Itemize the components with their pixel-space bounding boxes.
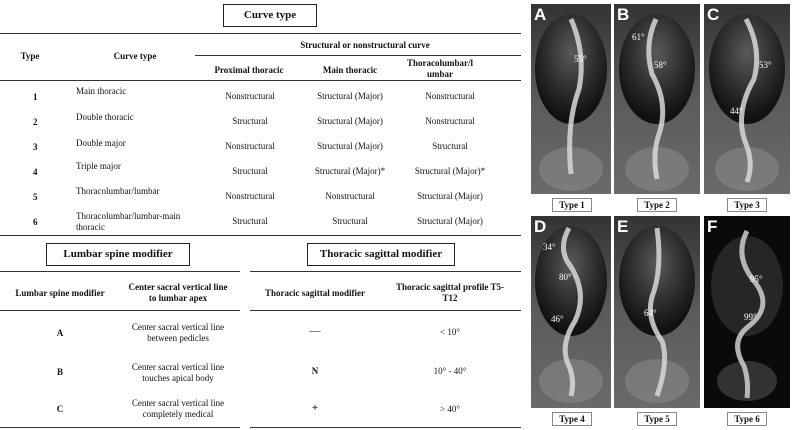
- lumbar-header-rule: [0, 310, 240, 311]
- sagittal-modifier-title: Thoracic sagittal modifier: [307, 243, 455, 266]
- row-curve: Triple major: [76, 161, 121, 171]
- lumbar-mod-a: A: [56, 328, 64, 338]
- row-main: Structural (Major)*: [314, 166, 386, 176]
- curve-angle: 44°: [730, 106, 743, 116]
- sagittal-bottom-rule: [250, 427, 521, 428]
- curve-table-header-rule: [0, 80, 521, 81]
- type-label: Type 4: [552, 412, 592, 426]
- row-tl: Nonstructural: [425, 91, 475, 101]
- lumbar-mod-c: C: [56, 404, 64, 414]
- curve-angle: 61°: [632, 32, 645, 42]
- curve-table-subgroup-rule: [195, 55, 521, 56]
- curve-angle: 64°: [644, 308, 657, 318]
- type-label: Type 6: [727, 412, 767, 426]
- panel-letter: C: [707, 5, 720, 24]
- radiograph-e: [614, 216, 700, 408]
- row-curve: Double thoracic: [76, 112, 134, 122]
- row-type: 1: [33, 92, 38, 102]
- curve-angle: 99°: [744, 312, 757, 322]
- lumbar-top-rule: [0, 271, 240, 272]
- sagittal-profile-neg: < 10°: [440, 327, 460, 337]
- curve-angle: 58°: [654, 60, 667, 70]
- row-type: 3: [33, 142, 38, 152]
- header-type: Type: [20, 51, 40, 61]
- row-proximal: Structural: [232, 116, 268, 126]
- panel-letter: F: [707, 217, 718, 236]
- curve-angle: 55°: [574, 54, 587, 64]
- lumbar-mod-b: B: [56, 367, 63, 377]
- lumbar-header-csvl: Center sacral vertical line to lumbar apex: [128, 282, 228, 303]
- row-proximal: Structural: [232, 166, 268, 176]
- type-label: Type 2: [637, 198, 677, 212]
- radiograph-a: [531, 4, 611, 194]
- row-main: Structural (Major): [317, 116, 383, 126]
- row-main: Structural: [332, 216, 368, 226]
- row-type: 5: [33, 192, 38, 202]
- header-proximal-thoracic: Proximal thoracic: [214, 65, 284, 75]
- header-structural-group: Structural or nonstructural curve: [300, 40, 430, 50]
- row-curve: Double major: [76, 138, 126, 148]
- curve-angle: 34°: [543, 242, 556, 252]
- row-tl: Structural (Major): [417, 216, 483, 226]
- sagittal-mod-neg: —: [309, 325, 321, 337]
- row-type: 2: [33, 117, 38, 127]
- lumbar-modifier-title: Lumbar spine modifier: [46, 243, 190, 266]
- sagittal-header-profile: Thoracic sagittal profile T5-T12: [396, 282, 504, 303]
- row-main: Nonstructural: [325, 191, 375, 201]
- lumbar-header-modifier: Lumbar spine modifier: [15, 288, 105, 298]
- row-tl: Nonstructural: [425, 116, 475, 126]
- row-type: 6: [33, 217, 38, 227]
- row-proximal: Nonstructural: [225, 141, 275, 151]
- lumbar-desc-a: Center sacral vertical line between pedicles: [131, 322, 225, 343]
- sagittal-mod-n: N: [311, 366, 319, 376]
- header-main-thoracic: Main thoracic: [322, 65, 378, 75]
- sagittal-profile-n: 10° - 40°: [433, 366, 467, 376]
- curve-table-bottom-rule: [0, 235, 521, 236]
- row-curve: Thoracolumbar/lumbar: [76, 186, 160, 196]
- radiograph-c: [704, 4, 790, 194]
- panel-letter: A: [534, 5, 547, 24]
- radiograph-b: [614, 4, 700, 194]
- row-main: Structural (Major): [317, 141, 383, 151]
- sagittal-top-rule: [250, 271, 521, 272]
- row-tl: Structural: [432, 141, 468, 151]
- type-label: Type 1: [552, 198, 592, 212]
- curve-table-top-rule: [0, 33, 521, 34]
- panel-letter: B: [617, 5, 630, 24]
- lumbar-bottom-rule: [0, 427, 240, 428]
- radiograph-d: [531, 216, 611, 408]
- row-proximal: Nonstructural: [225, 191, 275, 201]
- panel-letter: D: [534, 217, 547, 236]
- type-label: Type 3: [727, 198, 767, 212]
- row-type: 4: [33, 167, 38, 177]
- sagittal-profile-plus: > 40°: [440, 404, 460, 414]
- row-main: Structural (Major): [317, 91, 383, 101]
- curve-type-title: Curve type: [223, 4, 317, 27]
- sagittal-header-rule: [250, 310, 521, 311]
- panel-letter: E: [617, 217, 629, 236]
- row-proximal: Nonstructural: [225, 91, 275, 101]
- curve-angle: 80°: [559, 272, 572, 282]
- row-tl: Structural (Major): [417, 191, 483, 201]
- row-tl: Structural (Major)*: [414, 166, 486, 176]
- curve-angle: 46°: [551, 314, 564, 324]
- type-label: Type 5: [637, 412, 677, 426]
- curve-angle: 53°: [759, 60, 772, 70]
- row-curve: Thoracolumbar/lumbar-main thoracic: [76, 211, 181, 232]
- curve-angle: 95°: [750, 274, 763, 284]
- sagittal-header-modifier: Thoracic sagittal modifier: [265, 288, 365, 298]
- row-proximal: Structural: [232, 216, 268, 226]
- lumbar-desc-b: Center sacral vertical line touches apical body: [131, 362, 225, 383]
- header-thoracolumbar: Thoracolumbar/lumbar: [406, 58, 473, 79]
- sagittal-mod-plus: +: [311, 402, 319, 414]
- header-curve-type: Curve type: [113, 51, 157, 61]
- row-curve: Main thoracic: [76, 86, 127, 96]
- lumbar-desc-c: Center sacral vertical line completely medical: [131, 398, 225, 419]
- radiograph-f: [704, 216, 790, 408]
